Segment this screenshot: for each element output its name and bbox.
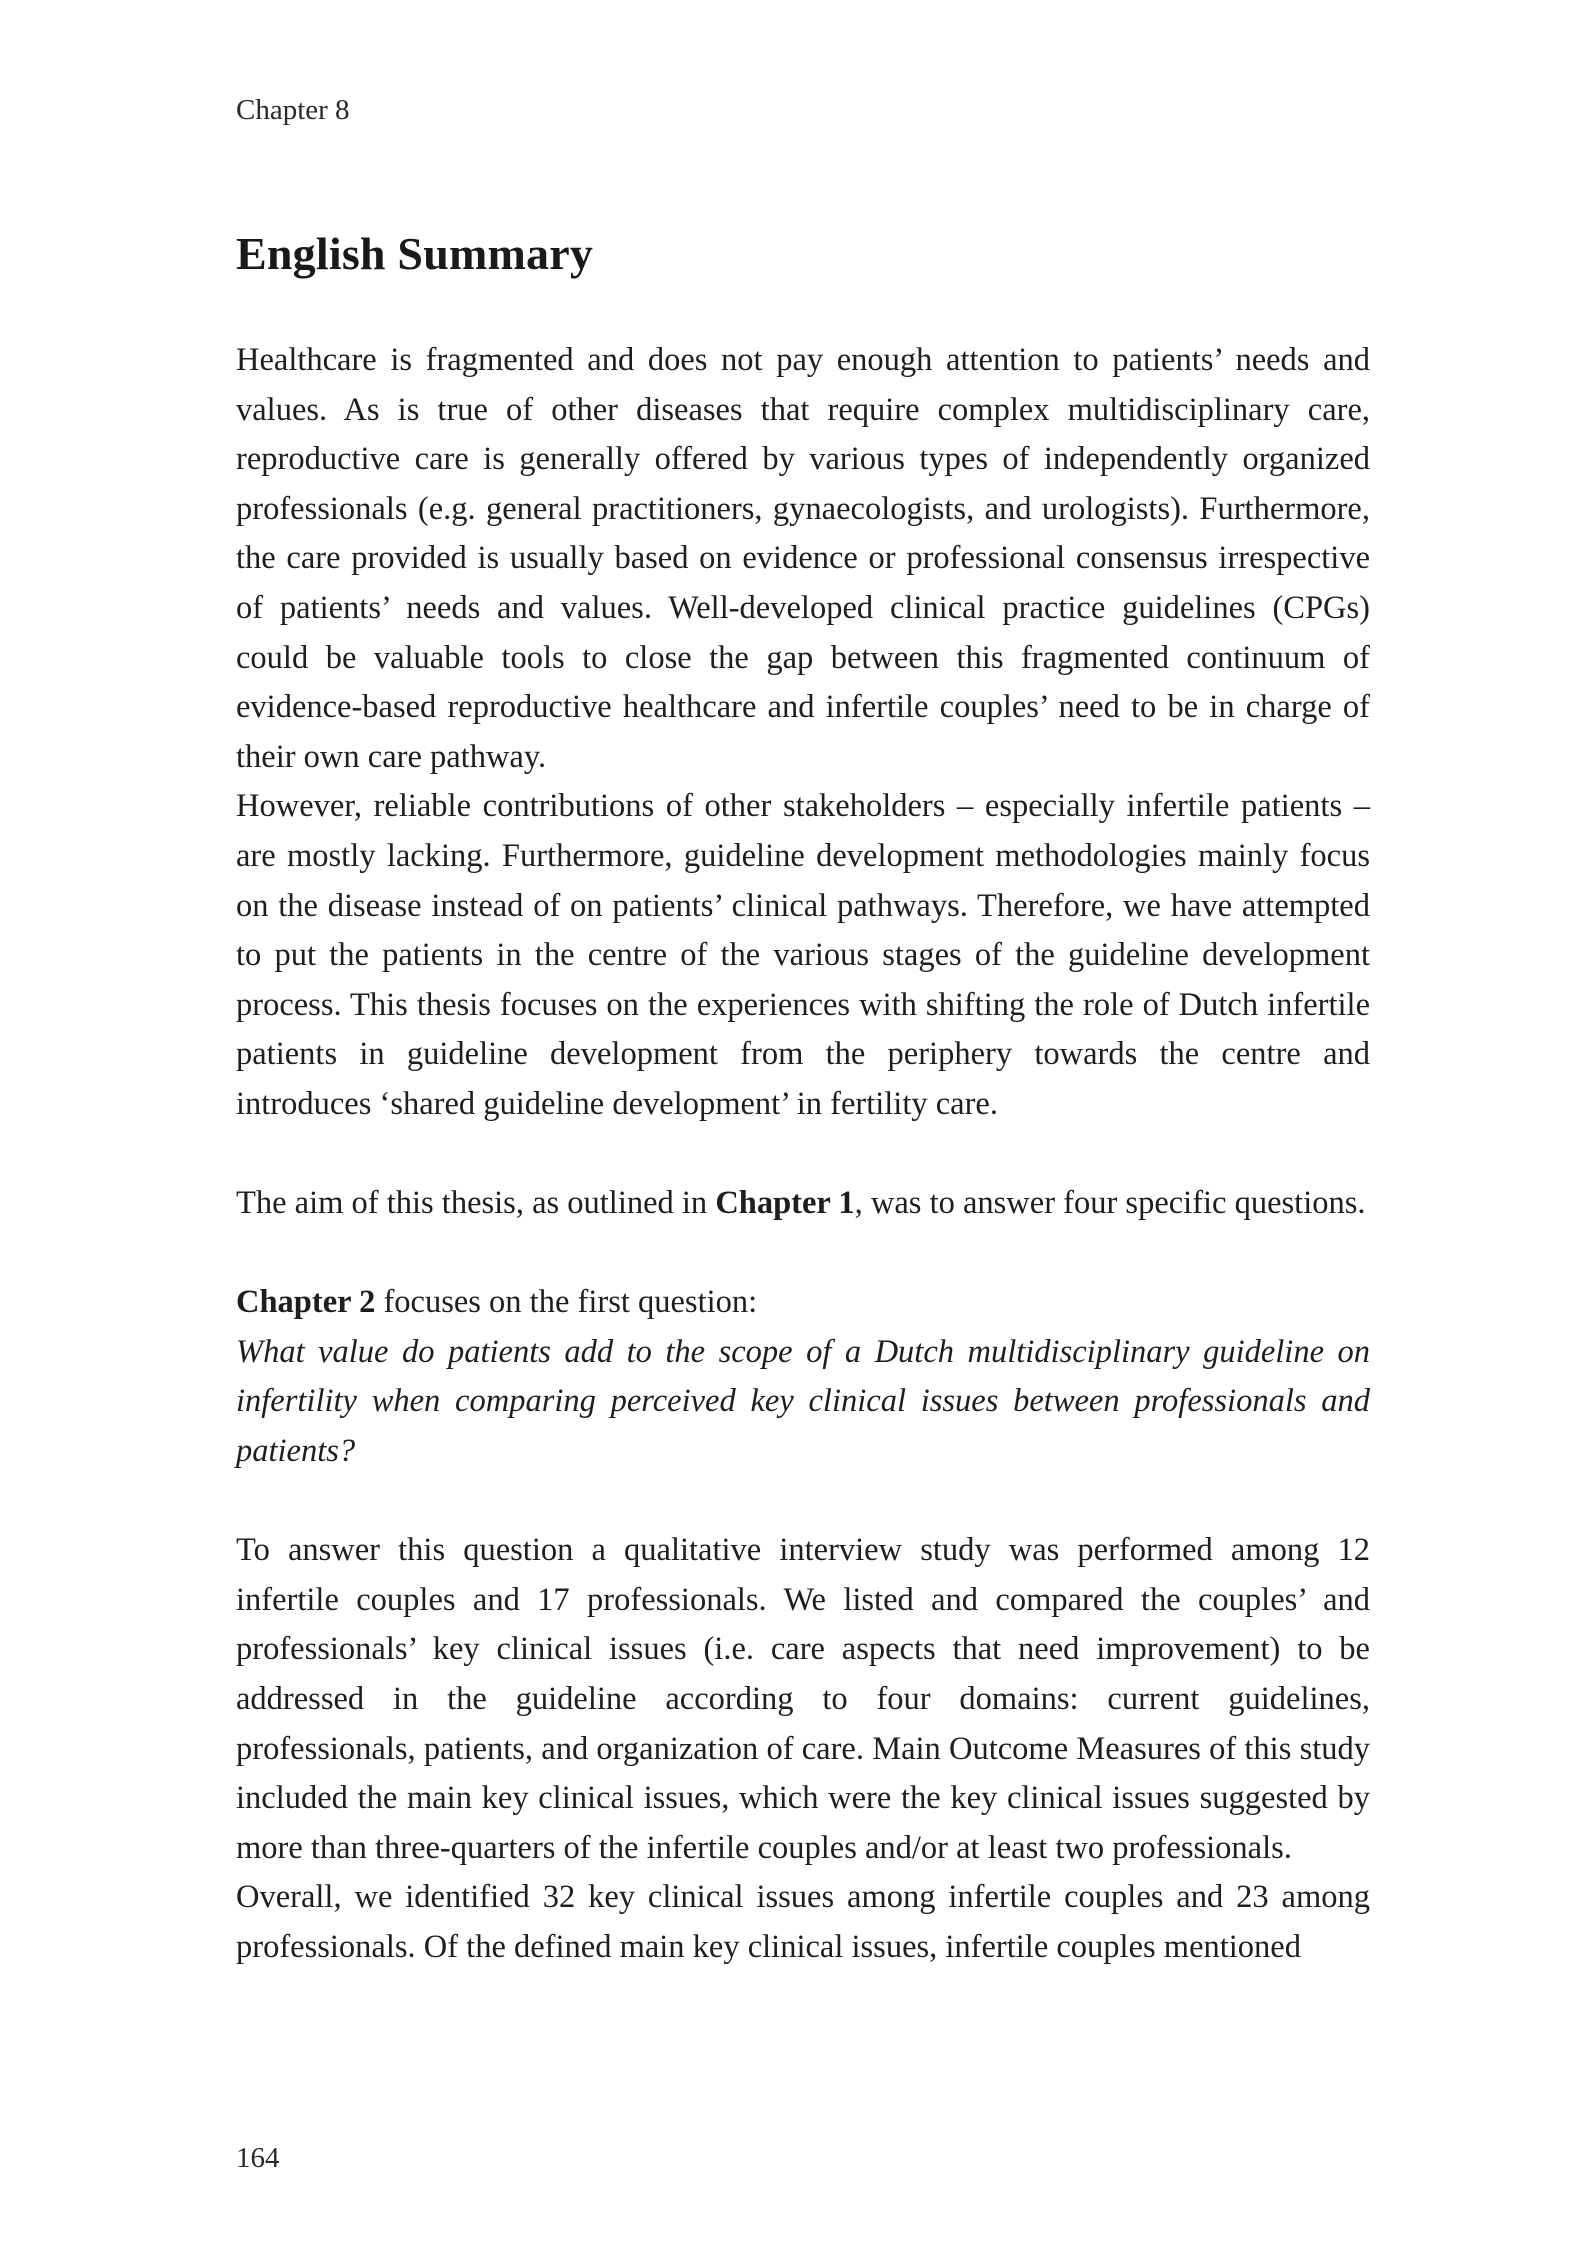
aim-text-after: , was to answer four specific questions. [854,1185,1366,1222]
paragraph-methods: To answer this question a qualitative interview study was performed among 12 infertile couples and 17 professionals. We listed and compared the couples’ and professionals’ key clinical issues (i.e. care aspects that need improvement) to be addressed in the guideline according to four domains: current guidelines, professionals, patients, and organization of care. Main Outcome Measures of this study included the main key clinical issues, which were the key clinical issues suggested by more than three-quarters of the infertile couples and/or at least two professionals. [236,1532,1370,1866]
aim-text-before: The aim of this thesis, as outlined in [236,1185,716,1222]
page-number: 164 [236,2142,280,2174]
page-title: English Summary [236,228,594,279]
paragraph-intro: Healthcare is fragmented and does not pay enough attention to patients’ needs and values. As is true of other diseases that require complex multidisciplinary care, reproductive care is generally offered by various types of independently organized professionals (e.g. general practitioners, gynaecologists, and urologists). Furthermore, the care provided is usually based on evidence or professional consensus irrespective of patients’ needs and values. Well-developed clinical practice guidelines (CPGs) could be valuable tools to close the gap between this fragmented continuum of evidence-based reproductive healthcare and infertile couples’ need to be in charge of their own care pathway. [236,342,1370,775]
paragraph-aim [236,1179,1370,1229]
chapter-1-reference: Chapter 1 [715,1185,855,1222]
research-question-1: What value do patients add to the scope of a Dutch multidisciplinary guideline on infertility when comparing perceived key clinical issues between professionals and patients? [236,1333,1370,1470]
paragraph-results: Overall, we identified 32 key clinical issues among infertile couples and 23 among professionals. Of the defined main key clinical issues, infertile couples mentioned [236,1879,1370,1965]
chapter-2-reference: Chapter 2 [236,1284,376,1321]
running-header: Chapter 8 [236,94,350,126]
paragraph-stakeholders: However, reliable contributions of other stakeholders – especially infertile patients – are mostly lacking. Furthermore, guideline development methodologies mainly focus on the disease instead of on patients’ clinical pathways. Therefore, we have attempted to put the patients in the centre of the various stages of the guideline development process. This thesis focuses on the experiences with shifting the role of Dutch infertile patients in guideline development from the periphery towards the centre and introduces ‘shared guideline development’ in fertility care. [236,788,1370,1122]
summary-body [236,336,1370,1973]
paragraph-chapter-2-intro [236,1278,1370,1328]
chapter-2-intro-text: focuses on the first question: [375,1284,758,1321]
